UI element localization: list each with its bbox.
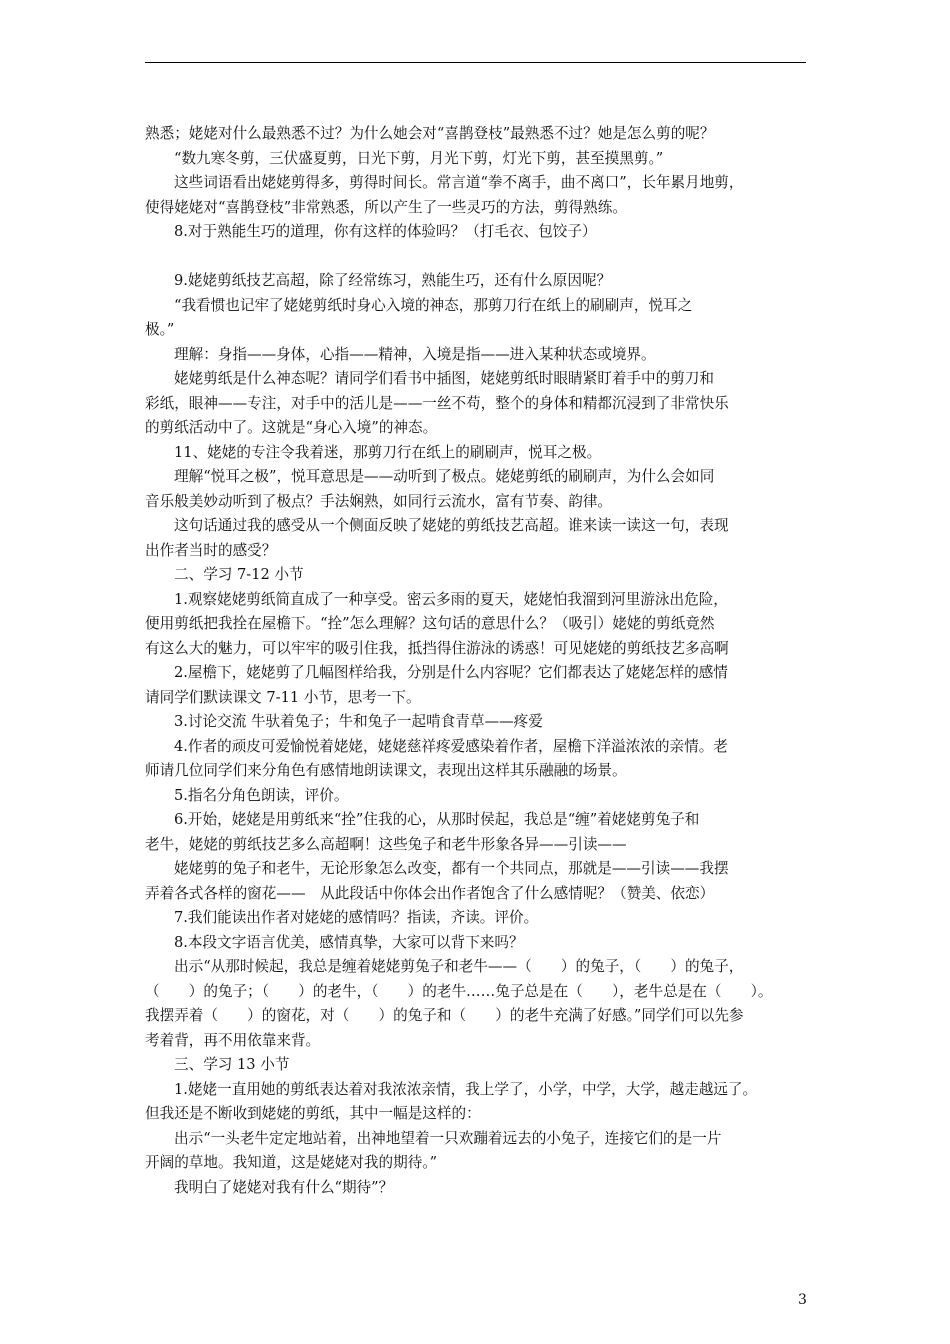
text-line: 4.作者的顽皮可爱愉悦着姥姥，姥姥慈祥疼爱感染着作者，屋檐下洋溢浓浓的亲情。老: [174, 737, 728, 755]
text-line: 便用剪纸把我拴在屋檐下。“拴”怎么理解？这句话的意思什么？（吸引）姥姥的剪纸竟然: [145, 615, 715, 632]
text-line: 1.姥姥一直用她的剪纸表达着对我浓浓亲情，我上学了，小学，中学，大学，越走越远了。: [174, 1080, 758, 1098]
text-line: 姥姥剪的兔子和老牛，无论形象怎么改变，都有一个共同点，那就是——引读——我摆: [174, 860, 729, 877]
text-line: 出示“一头老牛定定地站着，出神地望着一只欢蹦着远去的小兔子，连接它们的是一片: [174, 1129, 722, 1147]
text-line: 9.姥姥剪纸技艺高超，除了经常练习，熟能生巧，还有什么原因呢？: [174, 272, 612, 289]
text-line: 老牛，姥姥的剪纸技艺多么高超啊！这些兔子和老牛形象各异——引读——: [145, 835, 627, 853]
text-line: 7.我们能读出作者对姥姥的感情吗？指读，齐读。评价。: [174, 909, 539, 926]
header-rule: [145, 62, 806, 63]
document-body: [145, 122, 810, 1200]
text-line: 三、学习 13 小节: [174, 1056, 290, 1073]
text-line: 熟悉；姥姥对什么最熟悉不过？为什么她会对“喜鹊登枝”最熟悉不过？她是怎么剪的呢？: [145, 125, 715, 142]
text-line: 这句话通过我的感受从一个侧面反映了姥姥的剪纸技艺高超。谁来读一读这一句，表现: [174, 517, 729, 534]
text-line: 姥姥剪纸是什么神态呢？请同学们看书中插图，姥姥剪纸时眼睛紧盯着手中的剪刀和: [174, 370, 714, 387]
text-line: 的剪纸活动中了。这就是“身心入境”的神态。: [145, 419, 438, 436]
text-line: 考着背，再不用依靠来背。: [145, 1031, 321, 1049]
text-line: 有这么大的魅力，可以牢牢的吸引住我，抵挡得住游泳的诱惑！可见姥姥的剪纸技艺多高啊: [145, 639, 729, 657]
text-line: 我摆弄着（ ）的窗花，对（ ）的兔子和（ ）的老牛充满了好感。”同学们可以先参: [145, 1007, 744, 1024]
text-line: 二、学习 7-12 小节: [174, 566, 304, 583]
text-line: 2.屋檐下，姥姥剪了几幅图样给我，分别是什么内容呢？它们都表达了姥姥怎样的感情: [174, 664, 728, 681]
text-line: 弄着各式各样的窗花—— 从此段话中你体会出作者饱含了什么感情呢？（赞美、依恋）: [145, 884, 715, 902]
text-line: 8.本段文字语言优美，感情真挚，大家可以背下来吗？: [174, 933, 524, 951]
blank-line: [145, 245, 810, 270]
text-line: 请同学们默读课文 7-11 小节，思考一下。: [145, 688, 421, 706]
text-line: “我看惯也记牢了姥姥剪纸时身心入境的神态，那剪刀行在纸上的刷刷声，悦耳之: [174, 296, 693, 314]
text-line: 5.指名分角色朗读，评价。: [174, 786, 349, 804]
text-line: 极。”: [145, 321, 175, 338]
text-line: 师请几位同学们来分角色有感情地朗读课文，表现出这样其乐融融的场景。: [145, 762, 627, 779]
text-line: 8.对于熟能生巧的道理，你有这样的体验吗？（打毛衣、包饺子）: [174, 223, 597, 240]
text-line: 理解：身指——身体，心指——精神，入境是指——进入某种状态或境界。: [174, 345, 656, 363]
text-line: 11、姥姥的专注令我着迷，那剪刀行在纸上的刷刷声，悦耳之极。: [174, 443, 602, 461]
text-line: 出作者当时的感受？: [145, 541, 277, 559]
text-line: 开阔的草地。我知道，这是姥姥对我的期待。”: [145, 1154, 438, 1171]
text-line: 3.讨论交流 牛驮着兔子；牛和兔子一起啃食青草——疼爱: [174, 713, 543, 730]
text-line: 6.开始，姥姥是用剪纸来“拴”住我的心，从那时侯起，我总是“缠”着姥姥剪兔子和: [174, 811, 700, 828]
text-line: 这些词语看出姥姥剪得多，剪得时间长。常言道“拳不离手，曲不离口”，长年累月地剪，: [174, 174, 744, 191]
text-line: 理解“悦耳之极”，悦耳意思是——动听到了极点。姥姥剪纸的刷刷声，为什么会如同: [174, 468, 715, 485]
text-line: “数九寒冬剪，三伏盛夏剪，日光下剪，月光下剪，灯光下剪，甚至摸黑剪。”: [174, 149, 664, 167]
text-line: （ ）的兔子；（ ）的老牛，（ ）的老牛……兔子总是在（ ），老牛总是在（ ）。: [145, 982, 773, 1000]
text-line: 我明白了姥姥对我有什么“期待”？: [174, 1178, 394, 1196]
text-line: 彩纸，眼神——专注，对手中的活儿是——一丝不苟，整个的身体和精都沉浸到了非常快乐: [145, 394, 729, 412]
text-line: 音乐般美妙动听到了极点？手法娴熟，如同行云流水，富有节奏、韵律。: [145, 492, 613, 510]
text-line: 但我还是不断收到姥姥的剪纸，其中一幅是这样的：: [145, 1105, 481, 1122]
text-line: 使得姥姥对“喜鹊登枝”非常熟悉，所以产生了一些灵巧的方法，剪得熟练。: [145, 198, 627, 216]
text-line: 出示“从那时候起，我总是缠着姥姥剪兔子和老牛——（ ）的兔子，（ ）的兔子，: [174, 958, 744, 975]
text-line: 1.观察姥姥剪纸简直成了一种享受。密云多雨的夏天，姥姥怕我溜到河里游泳出危险，: [174, 590, 728, 608]
page-number: 3: [798, 1292, 807, 1308]
